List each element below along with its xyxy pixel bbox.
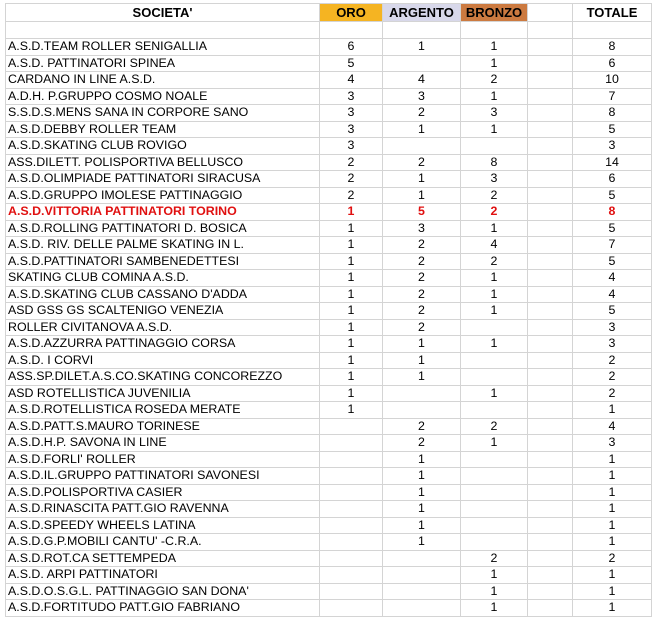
empty-cell — [528, 303, 573, 320]
empty-cell — [528, 204, 573, 221]
bronzo-count: 1 — [461, 583, 528, 600]
totale-count: 5 — [573, 253, 652, 270]
totale-count: 4 — [573, 418, 652, 435]
table-row — [6, 501, 652, 518]
empty-cell — [528, 402, 573, 419]
medal-table — [5, 3, 652, 617]
header-societa: SOCIETA' — [6, 4, 320, 22]
bronzo-count: 4 — [461, 237, 528, 254]
table-row — [6, 319, 652, 336]
empty-cell — [528, 270, 573, 287]
club-name: ROLLER CIVITANOVA A.S.D. — [6, 319, 320, 336]
table-row — [6, 138, 652, 155]
bronzo-count: 2 — [461, 187, 528, 204]
club-name: A.S.D. RIV. DELLE PALME SKATING IN L. — [6, 237, 320, 254]
club-name: A.S.D.O.S.G.L. PATTINAGGIO SAN DONA' — [6, 583, 320, 600]
argento-count — [383, 583, 461, 600]
table-row — [6, 534, 652, 551]
bronzo-count: 1 — [461, 121, 528, 138]
club-name: A.S.D.H.P. SAVONA IN LINE — [6, 435, 320, 452]
totale-count: 14 — [573, 154, 652, 171]
empty-cell — [528, 187, 573, 204]
club-name: CARDANO IN LINE A.S.D. — [6, 72, 320, 89]
totale-count: 1 — [573, 402, 652, 419]
bronzo-count — [461, 402, 528, 419]
argento-count: 2 — [383, 105, 461, 122]
argento-count: 1 — [383, 534, 461, 551]
oro-count: 1 — [320, 204, 383, 221]
bronzo-count: 2 — [461, 72, 528, 89]
oro-count: 5 — [320, 55, 383, 72]
oro-count: 2 — [320, 171, 383, 188]
oro-count: 1 — [320, 352, 383, 369]
table-row — [6, 237, 652, 254]
table-row — [6, 270, 652, 287]
header-totale: TOTALE — [573, 4, 652, 22]
table-row — [6, 303, 652, 320]
empty-cell — [528, 517, 573, 534]
table-row — [6, 418, 652, 435]
argento-count — [383, 567, 461, 584]
club-name: A.S.D.VITTORIA PATTINATORI TORINO — [6, 204, 320, 221]
empty-cell — [528, 484, 573, 501]
argento-count: 5 — [383, 204, 461, 221]
empty-cell — [528, 72, 573, 89]
table-row — [6, 171, 652, 188]
bronzo-count — [461, 534, 528, 551]
table-row-highlighted — [6, 204, 652, 221]
totale-count: 5 — [573, 121, 652, 138]
argento-count: 2 — [383, 303, 461, 320]
argento-count: 1 — [383, 369, 461, 386]
bronzo-count — [461, 468, 528, 485]
oro-count: 1 — [320, 286, 383, 303]
totale-count: 4 — [573, 286, 652, 303]
empty-cell — [528, 138, 573, 155]
bronzo-count: 1 — [461, 385, 528, 402]
club-name: A.S.D.TEAM ROLLER SENIGALLIA — [6, 39, 320, 56]
oro-count — [320, 600, 383, 617]
empty-cell — [528, 55, 573, 72]
totale-count: 5 — [573, 303, 652, 320]
bronzo-count — [461, 517, 528, 534]
club-name: ASD GSS GS SCALTENIGO VENEZIA — [6, 303, 320, 320]
table-row — [6, 567, 652, 584]
table-row — [6, 39, 652, 56]
empty-cell — [528, 237, 573, 254]
table-row — [6, 55, 652, 72]
argento-count: 2 — [383, 435, 461, 452]
table-row — [6, 600, 652, 617]
bronzo-count: 2 — [461, 550, 528, 567]
bronzo-count — [461, 352, 528, 369]
empty-cell — [528, 286, 573, 303]
oro-count — [320, 517, 383, 534]
table-row — [6, 72, 652, 89]
bronzo-count — [461, 319, 528, 336]
argento-count — [383, 138, 461, 155]
empty-cell — [528, 501, 573, 518]
table-row — [6, 220, 652, 237]
table-row — [6, 121, 652, 138]
oro-count: 1 — [320, 237, 383, 254]
club-name: A.D.H. P.GRUPPO COSMO NOALE — [6, 88, 320, 105]
oro-count: 1 — [320, 369, 383, 386]
totale-count: 2 — [573, 369, 652, 386]
argento-count: 2 — [383, 154, 461, 171]
standings-body — [6, 22, 652, 617]
empty-cell — [528, 567, 573, 584]
argento-count: 1 — [383, 171, 461, 188]
empty-cell — [528, 88, 573, 105]
oro-count — [320, 501, 383, 518]
argento-count: 2 — [383, 253, 461, 270]
club-name: A.S.D. I CORVI — [6, 352, 320, 369]
header-oro: ORO — [320, 4, 383, 22]
oro-count: 3 — [320, 105, 383, 122]
oro-count — [320, 583, 383, 600]
empty-cell — [528, 600, 573, 617]
totale-count: 8 — [573, 204, 652, 221]
table-row — [6, 88, 652, 105]
argento-count: 1 — [383, 121, 461, 138]
oro-count: 1 — [320, 270, 383, 287]
totale-count: 1 — [573, 451, 652, 468]
club-name: SKATING CLUB COMINA A.S.D. — [6, 270, 320, 287]
table-row — [6, 402, 652, 419]
argento-count: 1 — [383, 484, 461, 501]
table-row — [6, 451, 652, 468]
header-argento: ARGENTO — [383, 4, 461, 22]
totale-count: 3 — [573, 138, 652, 155]
oro-count: 1 — [320, 319, 383, 336]
blank-row — [6, 22, 652, 39]
empty-cell — [528, 220, 573, 237]
club-name: ASS.SP.DILET.A.S.CO.SKATING CONCOREZZO — [6, 369, 320, 386]
totale-count: 3 — [573, 435, 652, 452]
oro-count — [320, 451, 383, 468]
empty-cell — [528, 451, 573, 468]
club-name: A.S.D.PATTINATORI SAMBENEDETTESI — [6, 253, 320, 270]
bronzo-count: 1 — [461, 286, 528, 303]
oro-count: 2 — [320, 187, 383, 204]
totale-count: 1 — [573, 600, 652, 617]
totale-count: 3 — [573, 336, 652, 353]
bronzo-count: 1 — [461, 567, 528, 584]
bronzo-count: 1 — [461, 303, 528, 320]
totale-count: 2 — [573, 385, 652, 402]
totale-count: 1 — [573, 484, 652, 501]
argento-count: 2 — [383, 270, 461, 287]
oro-count: 1 — [320, 336, 383, 353]
club-name: ASS.DILETT. POLISPORTIVA BELLUSCO — [6, 154, 320, 171]
bronzo-count — [461, 484, 528, 501]
medal-standings-sheet — [5, 3, 651, 617]
club-name: A.S.D. ARPI PATTINATORI — [6, 567, 320, 584]
empty-cell — [528, 583, 573, 600]
table-row — [6, 105, 652, 122]
table-row — [6, 369, 652, 386]
totale-count: 2 — [573, 550, 652, 567]
totale-count: 6 — [573, 171, 652, 188]
club-name: ASD ROTELLISTICA JUVENILIA — [6, 385, 320, 402]
oro-count — [320, 567, 383, 584]
argento-count: 1 — [383, 468, 461, 485]
totale-count: 4 — [573, 270, 652, 287]
argento-count — [383, 600, 461, 617]
totale-count: 5 — [573, 220, 652, 237]
totale-count: 1 — [573, 468, 652, 485]
totale-count: 8 — [573, 39, 652, 56]
argento-count — [383, 402, 461, 419]
bronzo-count: 2 — [461, 418, 528, 435]
argento-count: 2 — [383, 418, 461, 435]
bronzo-count: 1 — [461, 39, 528, 56]
header-row — [6, 4, 652, 22]
empty-cell — [528, 435, 573, 452]
empty-cell — [528, 154, 573, 171]
club-name: A.S.D.PATT.S.MAURO TORINESE — [6, 418, 320, 435]
oro-count — [320, 484, 383, 501]
table-row — [6, 468, 652, 485]
bronzo-count: 1 — [461, 270, 528, 287]
bronzo-count — [461, 451, 528, 468]
club-name: A.S.D.SKATING CLUB ROVIGO — [6, 138, 320, 155]
club-name: A.S.D.SPEEDY WHEELS LATINA — [6, 517, 320, 534]
empty-cell — [528, 121, 573, 138]
empty-cell — [528, 319, 573, 336]
bronzo-count: 1 — [461, 435, 528, 452]
argento-count: 3 — [383, 220, 461, 237]
argento-count: 2 — [383, 286, 461, 303]
table-row — [6, 385, 652, 402]
bronzo-count: 1 — [461, 220, 528, 237]
club-name: A.S.D.FORLI' ROLLER — [6, 451, 320, 468]
totale-count: 1 — [573, 534, 652, 551]
argento-count: 1 — [383, 501, 461, 518]
empty-cell — [528, 369, 573, 386]
bronzo-count: 2 — [461, 204, 528, 221]
table-row — [6, 550, 652, 567]
club-name: A.S.D.GRUPPO IMOLESE PATTINAGGIO — [6, 187, 320, 204]
bronzo-count: 1 — [461, 88, 528, 105]
bronzo-count: 8 — [461, 154, 528, 171]
argento-count: 1 — [383, 336, 461, 353]
argento-count: 4 — [383, 72, 461, 89]
oro-count: 3 — [320, 138, 383, 155]
argento-count: 1 — [383, 39, 461, 56]
oro-count — [320, 534, 383, 551]
bronzo-count: 1 — [461, 55, 528, 72]
bronzo-count — [461, 501, 528, 518]
totale-count: 3 — [573, 319, 652, 336]
oro-count — [320, 550, 383, 567]
oro-count: 1 — [320, 253, 383, 270]
empty-cell — [528, 171, 573, 188]
table-row — [6, 517, 652, 534]
totale-count: 1 — [573, 517, 652, 534]
club-name: A.S.D.FORTITUDO PATT.GIO FABRIANO — [6, 600, 320, 617]
club-name: A.S.D.RINASCITA PATT.GIO RAVENNA — [6, 501, 320, 518]
totale-count: 10 — [573, 72, 652, 89]
oro-count: 1 — [320, 220, 383, 237]
table-row — [6, 253, 652, 270]
header-bronzo: BRONZO — [461, 4, 528, 22]
table-row — [6, 352, 652, 369]
empty-cell — [528, 550, 573, 567]
totale-count: 1 — [573, 567, 652, 584]
argento-count: 1 — [383, 451, 461, 468]
oro-count: 1 — [320, 402, 383, 419]
oro-count — [320, 418, 383, 435]
empty-cell — [528, 336, 573, 353]
table-row — [6, 484, 652, 501]
empty-cell — [528, 534, 573, 551]
totale-count: 1 — [573, 501, 652, 518]
club-name: A.S.D.ROT.CA SETTEMPEDA — [6, 550, 320, 567]
empty-cell — [528, 253, 573, 270]
argento-count: 3 — [383, 88, 461, 105]
club-name: A.S.D. PATTINATORI SPINEA — [6, 55, 320, 72]
table-row — [6, 583, 652, 600]
club-name: A.S.D.SKATING CLUB CASSANO D'ADDA — [6, 286, 320, 303]
empty-cell — [528, 39, 573, 56]
totale-count: 1 — [573, 583, 652, 600]
argento-count: 2 — [383, 237, 461, 254]
totale-count: 8 — [573, 105, 652, 122]
bronzo-count — [461, 369, 528, 386]
bronzo-count — [461, 138, 528, 155]
empty-cell — [528, 385, 573, 402]
bronzo-count: 3 — [461, 105, 528, 122]
club-name: A.S.D.ROTELLISTICA ROSEDA MERATE — [6, 402, 320, 419]
table-row — [6, 336, 652, 353]
oro-count: 1 — [320, 385, 383, 402]
table-row — [6, 286, 652, 303]
oro-count: 3 — [320, 121, 383, 138]
club-name: A.S.D.OLIMPIADE PATTINATORI SIRACUSA — [6, 171, 320, 188]
club-name: A.S.D.G.P.MOBILI CANTU' -C.R.A. — [6, 534, 320, 551]
totale-count: 7 — [573, 88, 652, 105]
bronzo-count: 1 — [461, 336, 528, 353]
oro-count — [320, 468, 383, 485]
oro-count: 2 — [320, 154, 383, 171]
argento-count: 1 — [383, 352, 461, 369]
table-row — [6, 435, 652, 452]
argento-count — [383, 550, 461, 567]
club-name: A.S.D.DEBBY ROLLER TEAM — [6, 121, 320, 138]
totale-count: 6 — [573, 55, 652, 72]
empty-cell — [528, 468, 573, 485]
oro-count: 1 — [320, 303, 383, 320]
totale-count: 7 — [573, 237, 652, 254]
empty-cell — [528, 105, 573, 122]
header-empty-column — [528, 4, 573, 22]
club-name: A.S.D.ROLLING PATTINATORI D. BOSICA — [6, 220, 320, 237]
argento-count: 1 — [383, 187, 461, 204]
argento-count: 1 — [383, 517, 461, 534]
empty-cell — [528, 352, 573, 369]
club-name: A.S.D.IL.GRUPPO PATTINATORI SAVONESI — [6, 468, 320, 485]
club-name: S.S.D.S.MENS SANA IN CORPORE SANO — [6, 105, 320, 122]
empty-cell — [528, 418, 573, 435]
table-row — [6, 187, 652, 204]
bronzo-count: 3 — [461, 171, 528, 188]
totale-count: 2 — [573, 352, 652, 369]
bronzo-count: 2 — [461, 253, 528, 270]
club-name: A.S.D.POLISPORTIVA CASIER — [6, 484, 320, 501]
oro-count: 4 — [320, 72, 383, 89]
table-row — [6, 154, 652, 171]
oro-count — [320, 435, 383, 452]
argento-count — [383, 55, 461, 72]
argento-count — [383, 385, 461, 402]
oro-count: 3 — [320, 88, 383, 105]
club-name: A.S.D.AZZURRA PATTINAGGIO CORSA — [6, 336, 320, 353]
argento-count: 2 — [383, 319, 461, 336]
bronzo-count: 1 — [461, 600, 528, 617]
totale-count: 5 — [573, 187, 652, 204]
oro-count: 6 — [320, 39, 383, 56]
